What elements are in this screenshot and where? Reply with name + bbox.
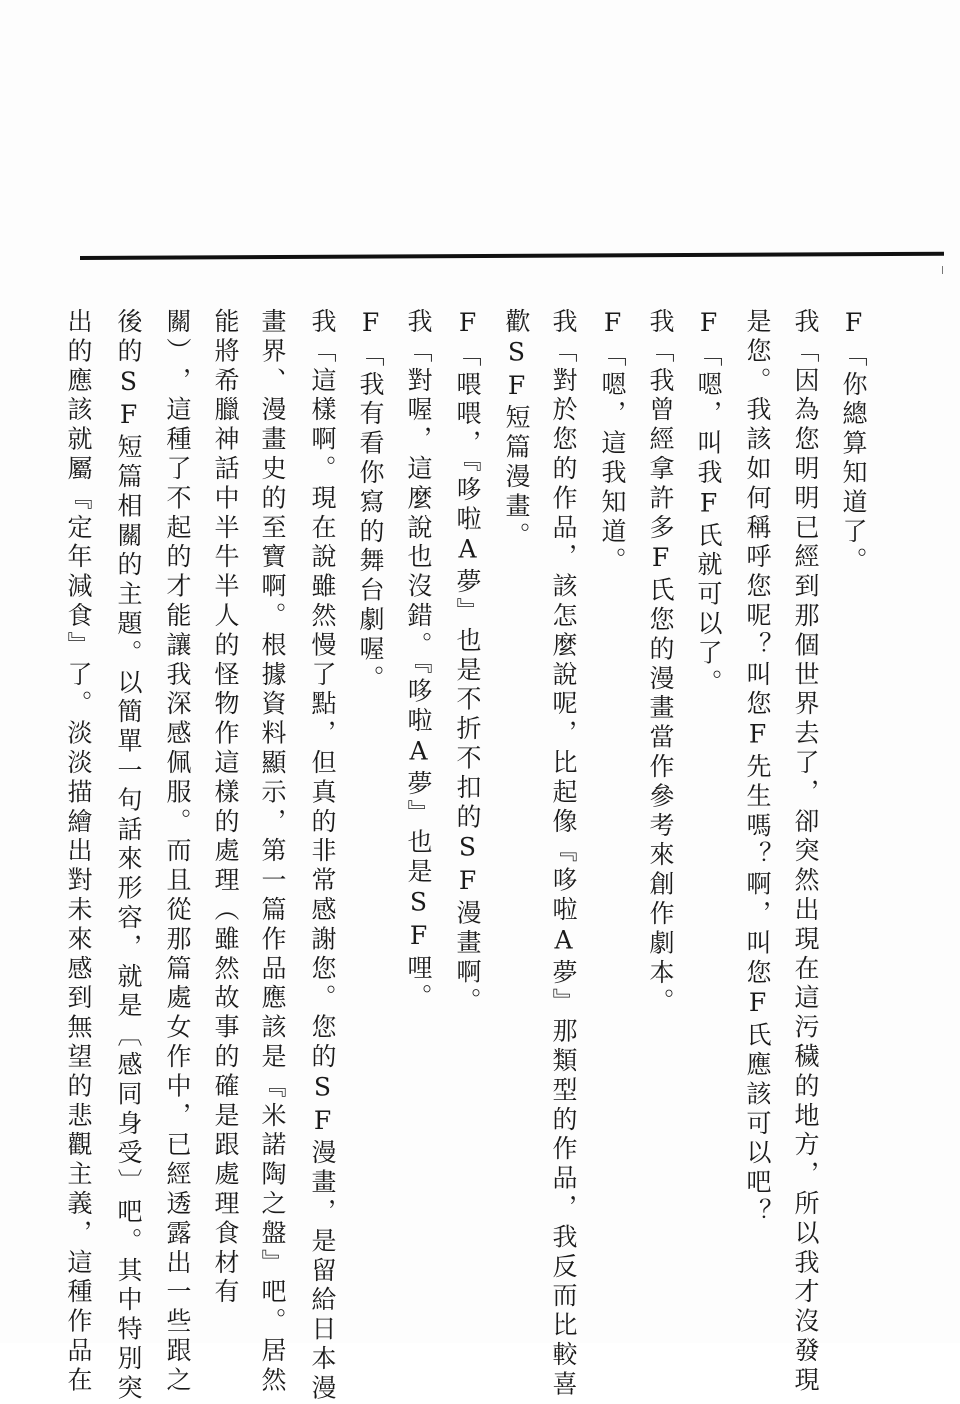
text-column-13: [256, 308, 288, 1396]
dialogue-line: 「我有看你寫的舞台劇喔。: [356, 341, 385, 695]
text-column-10: [402, 308, 434, 1108]
dialogue-line: 歡SF短篇漫畫。: [502, 308, 531, 552]
speaker-label: F: [356, 308, 385, 342]
dialogue-line: 「嗯，這我知道。: [598, 341, 627, 577]
text-column-17: [62, 308, 94, 1396]
dialogue-line: 「你總算知道了。: [839, 341, 868, 577]
speaker-label: 我: [549, 308, 578, 338]
dialogue-line: 關︶，這種了不起的才能讓我深感佩服。而且從那篇處女作中，已經透露出一些跟之: [163, 308, 192, 1396]
dialogue-line: 「因為您明明已經到那個世界去了，卻突然出現在這污穢的地方，所以我才沒發現: [791, 337, 820, 1396]
text-column-12: [306, 308, 338, 1404]
dialogue-line: 「嗯，叫我F氏就可以了。: [694, 341, 723, 699]
speaker-label: F: [598, 308, 627, 342]
dialogue-line: 「喂喂，『哆啦A夢』也是不折不扣的SF漫畫啊。: [453, 341, 482, 1018]
speaker-label: 我: [404, 308, 433, 338]
speaker-label: 我: [791, 308, 820, 338]
text-column-14: [209, 308, 241, 1308]
dialogue-line: 能將希臘神話中半牛半人的怪物作這樣的處理︵雖然故事的確是跟處理食材有: [211, 308, 240, 1308]
speaker-label: F: [839, 308, 868, 342]
text-column-7: [547, 308, 579, 1400]
speaker-label: F: [453, 308, 482, 342]
text-column-4: [692, 308, 724, 1108]
text-column-6: [596, 308, 628, 1108]
text-column-3: [741, 308, 773, 1228]
dialogue-line: 「對於您的作品，該怎麼說呢，比起像『哆啦A夢』那類型的作品，我反而比較喜: [549, 337, 578, 1400]
dialogue-line: 「對喔，這麼說也沒錯。『哆啦A夢』也是SF哩。: [404, 337, 433, 1014]
dialogue-line: 「這樣啊。現在說雖然慢了點，但真的非常感謝您。您的SF漫畫，是留給日本漫: [308, 337, 337, 1404]
text-column-11: [354, 308, 386, 1108]
text-column-15: [161, 308, 193, 1396]
header-rule: [80, 252, 944, 260]
dialogue-line: 後的SF短篇相關的主題。以簡單一句話來形容，就是︹感同身受︺吧。其中特別突: [114, 308, 143, 1404]
dialogue-line: 「我曾經拿許多F氏您的漫畫當作參考來創作劇本。: [646, 337, 675, 1018]
text-column-16: [112, 308, 144, 1404]
text-column-1: [837, 308, 869, 1108]
text-column-2: [789, 308, 821, 1396]
dialogue-line: 是您。我該如何稱呼您呢？叫您F先生嗎？啊，叫您F氏應該可以吧？: [743, 308, 772, 1228]
speaker-label: F: [694, 308, 723, 342]
speaker-label: 我: [308, 308, 337, 338]
dialogue-line: 畫界、漫畫史的至寶啊。根據資料顯示，第一篇作品應該是『米諾陶之盤』吧。居然: [258, 308, 287, 1396]
text-column-9: [451, 308, 483, 1108]
speaker-label: 我: [646, 308, 675, 338]
text-column-8: [500, 308, 532, 1108]
rule-end-mark: [942, 266, 943, 274]
text-column-5: [644, 308, 676, 1108]
dialogue-line: 出的應該就屬『定年減食』了。淡淡描繪出對未來感到無望的悲觀主義，這種作品在: [64, 308, 93, 1396]
